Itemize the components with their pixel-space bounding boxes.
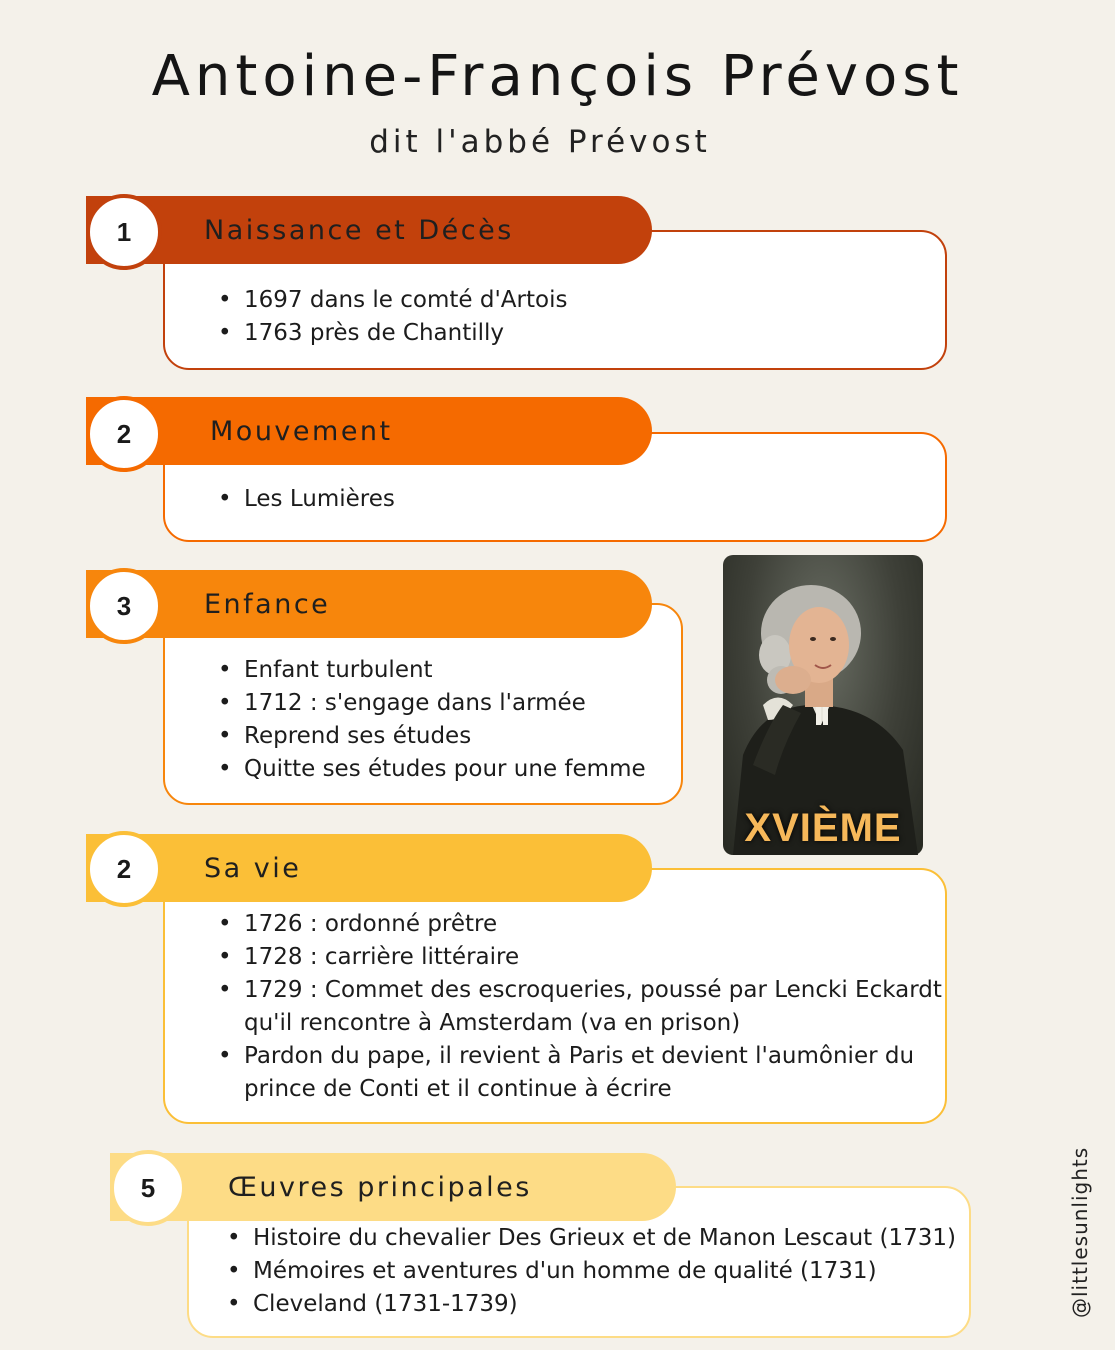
list-item: • Pardon du pape, il revient à Paris et devient l'aumônier du prince de Conti et il continue à écrire <box>218 1040 943 1106</box>
section-title-bar: Sa vie <box>86 834 652 902</box>
century-label: XVIÈME <box>744 806 902 850</box>
section-number-badge: 3 <box>86 568 162 644</box>
page-subtitle: dit l'abbé Prévost <box>369 124 711 160</box>
list-item: • Reprend ses études <box>218 720 678 753</box>
section-number-badge: 2 <box>86 396 162 472</box>
list-item: • 1712 : s'engage dans l'armée <box>218 687 678 720</box>
list-item: • 1763 près de Chantilly <box>218 317 938 350</box>
section-number-badge: 2 <box>86 831 162 907</box>
section-number-badge: 5 <box>110 1150 186 1226</box>
section-item-list <box>218 654 678 786</box>
section-item-list <box>218 284 938 350</box>
section-title-bar: Naissance et Décès <box>86 196 652 264</box>
list-item: • Enfant turbulent <box>218 654 678 687</box>
list-item: • Histoire du chevalier Des Grieux et de Manon Lescaut (1731) <box>227 1222 967 1255</box>
section-item-list <box>218 908 943 1106</box>
section-title-bar: Œuvres principales <box>110 1153 676 1221</box>
list-item: • Cleveland (1731-1739) <box>227 1288 967 1321</box>
list-item: • 1697 dans le comté d'Artois <box>218 284 938 317</box>
section-title-bar: Mouvement <box>86 397 652 465</box>
section-number-badge: 1 <box>86 194 162 270</box>
list-item: • 1728 : carrière littéraire <box>218 941 943 974</box>
page-title: Antoine-François Prévost <box>151 44 964 109</box>
author-watermark: @littlesunlights <box>1068 1146 1092 1318</box>
portrait-image <box>723 555 923 855</box>
section-title-bar: Enfance <box>86 570 652 638</box>
section-item-list <box>218 483 938 516</box>
list-item: • 1729 : Commet des escroqueries, poussé par Lencki Eckardt qu'il rencontre à Amsterdam (va en prison) <box>218 974 943 1040</box>
list-item: • Mémoires et aventures d'un homme de qualité (1731) <box>227 1255 967 1288</box>
list-item: • Quitte ses études pour une femme <box>218 753 678 786</box>
list-item: • Les Lumières <box>218 483 938 516</box>
section-item-list <box>227 1222 967 1321</box>
list-item: • 1726 : ordonné prêtre <box>218 908 943 941</box>
